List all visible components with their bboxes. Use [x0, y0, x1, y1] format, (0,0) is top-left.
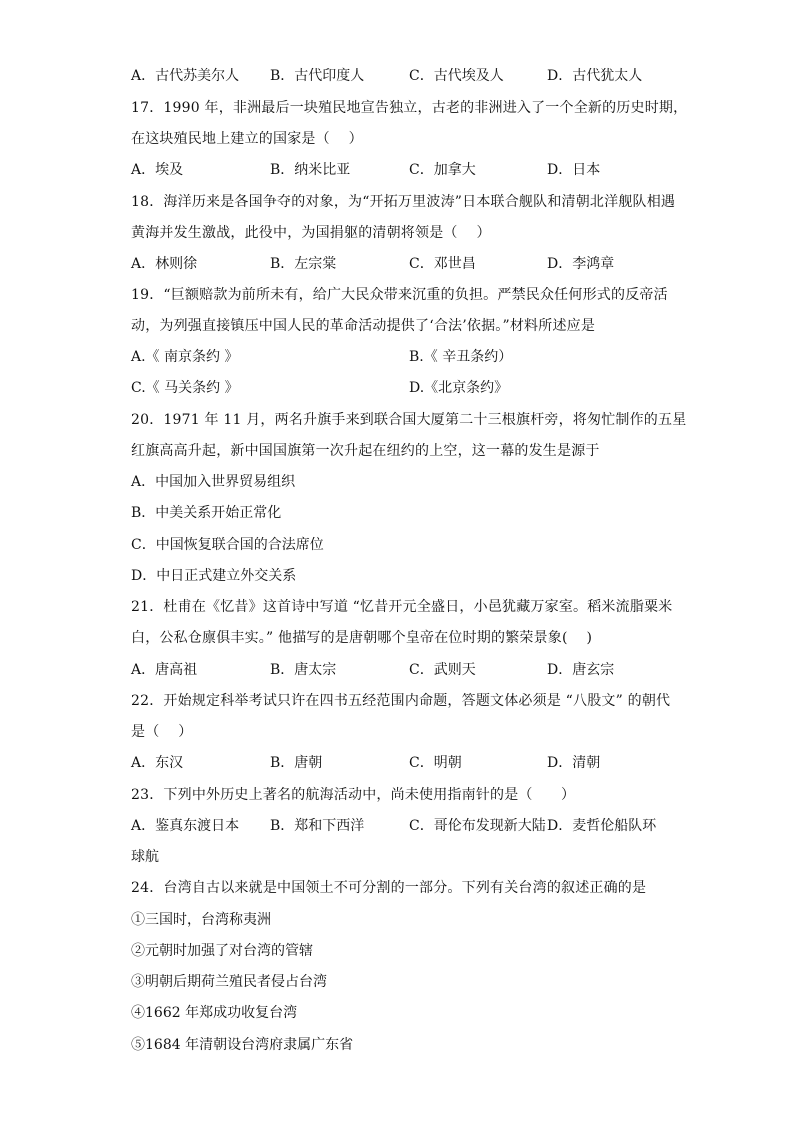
q16-option-b: B．古代印度人 — [270, 68, 365, 84]
q16-option-a: A．古代苏美尔人 — [131, 68, 240, 84]
q24-item-2: ②元朝时加强了对台湾的管辖 — [131, 943, 313, 959]
q17-stem-line-2: 在这块殖民地上建立的国家是（ ） — [131, 131, 363, 147]
q21-option-a: A．唐高祖 — [131, 662, 198, 678]
q16-option-d: D．古代犹太人 — [547, 68, 643, 84]
q22-option-c: C．明朝 — [409, 755, 462, 771]
q19-option-a: A.《 南京条约 》 — [131, 349, 239, 365]
q24-item-4: ④1662 年郑成功收复台湾 — [131, 1005, 298, 1021]
q22-option-d: D．清朝 — [547, 755, 601, 771]
q22-stem-line-1: 22．开始规定科举考试只许在四书五经范围内命题，答题文体必须是 “八股文” 的朝代 — [131, 693, 671, 709]
q22-option-a: A．东汉 — [131, 755, 184, 771]
q23-option-b: B．郑和下西洋 — [270, 818, 365, 834]
q20-option-d: D．中日正式建立外交关系 — [131, 568, 297, 584]
q24-stem-line-1: 24．台湾自古以来就是中国领土不可分割的一部分。下列有关台湾的叙述正确的是 — [131, 880, 647, 896]
q20-option-c: C．中国恢复联合国的合法席位 — [131, 537, 324, 553]
q22-stem-line-2: 是（ ） — [131, 724, 193, 740]
q21-stem-line-1: 21．杜甫在《忆昔》这首诗中写道 “忆昔开元全盛日，小邑犹藏万家室。稻米流脂粟米 — [131, 599, 673, 615]
q20-option-b: B．中美关系开始正常化 — [131, 505, 282, 521]
q18-option-a: A．林则徐 — [131, 256, 198, 272]
q19-option-b: B.《 辛丑条约） — [409, 349, 513, 365]
q19-option-d: D.《北京条约》 — [409, 380, 509, 396]
q19-option-c: C.《 马关条约 》 — [131, 380, 239, 396]
q24-item-5: ⑤1684 年清朝设台湾府隶属广东省 — [131, 1037, 354, 1053]
q17-option-c: C．加拿大 — [409, 162, 476, 178]
q20-stem-line-2: 红旗高高升起，新中国国旗第一次升起在纽约的上空，这一幕的发生是源于 — [131, 443, 600, 459]
q23-option-c: C．哥伦布发现新大陆 — [409, 818, 546, 834]
q20-stem-line-1: 20．1971 年 11 月，两名升旗手来到联合国大厦第二十三根旗杆旁，将匆忙制作的五星 — [131, 412, 687, 428]
q18-option-d: D．李鸿章 — [547, 256, 615, 272]
q21-stem-line-2: 白，公私仓廪俱丰实。” 他描写的是唐朝哪个皇帝在位时期的繁荣景象( ) — [131, 630, 593, 646]
q20-option-a: A．中国加入世界贸易组织 — [131, 474, 296, 490]
q18-stem-line-1: 18．海洋历来是各国争夺的对象，为“开拓万里波涛”日本联合舰队和清朝北洋舰队相遇 — [131, 194, 676, 210]
q21-option-d: D．唐玄宗 — [547, 662, 615, 678]
q17-stem-line-1: 17．1990 年，非洲最后一块殖民地宣告独立，古老的非洲进入了一个全新的历史时期， — [131, 100, 688, 116]
q18-option-c: C．邓世昌 — [409, 256, 476, 272]
q23-stem-line-1: 23．下列中外历史上著名的航海活动中，尚未使用指南针的是（ ） — [131, 787, 576, 803]
q24-item-3: ③明朝后期荷兰殖民者侵占台湾 — [131, 974, 327, 990]
q21-option-c: C．武则天 — [409, 662, 476, 678]
q23-option-a: A．鉴真东渡日本 — [131, 818, 240, 834]
q24-item-1: ①三国时，台湾称夷洲 — [131, 912, 271, 928]
q19-stem-line-1: 19．“巨额赔款为前所未有，给广大民众带来沉重的负担。严禁民众任何形式的反帝活 — [131, 287, 668, 303]
q17-option-d: D．日本 — [547, 162, 601, 178]
q16-option-c: C．古代埃及人 — [409, 68, 504, 84]
q23-option-d: D．麦哲伦船队环 — [547, 818, 657, 834]
q23-option-d-continuation: 球航 — [131, 849, 159, 865]
q18-option-b: B．左宗棠 — [270, 256, 337, 272]
q17-option-b: B．纳米比亚 — [270, 162, 351, 178]
q17-option-a: A．埃及 — [131, 162, 184, 178]
q19-stem-line-2: 动，为列强直接镇压中国人民的革命活动提供了‘合法’依据。”材料所述应是 — [131, 318, 596, 334]
q21-option-b: B．唐太宗 — [270, 662, 337, 678]
q22-option-b: B．唐朝 — [270, 755, 323, 771]
q18-stem-line-2: 黄海并发生激战，此役中，为国捐躯的清朝将领是（ ） — [131, 225, 491, 241]
